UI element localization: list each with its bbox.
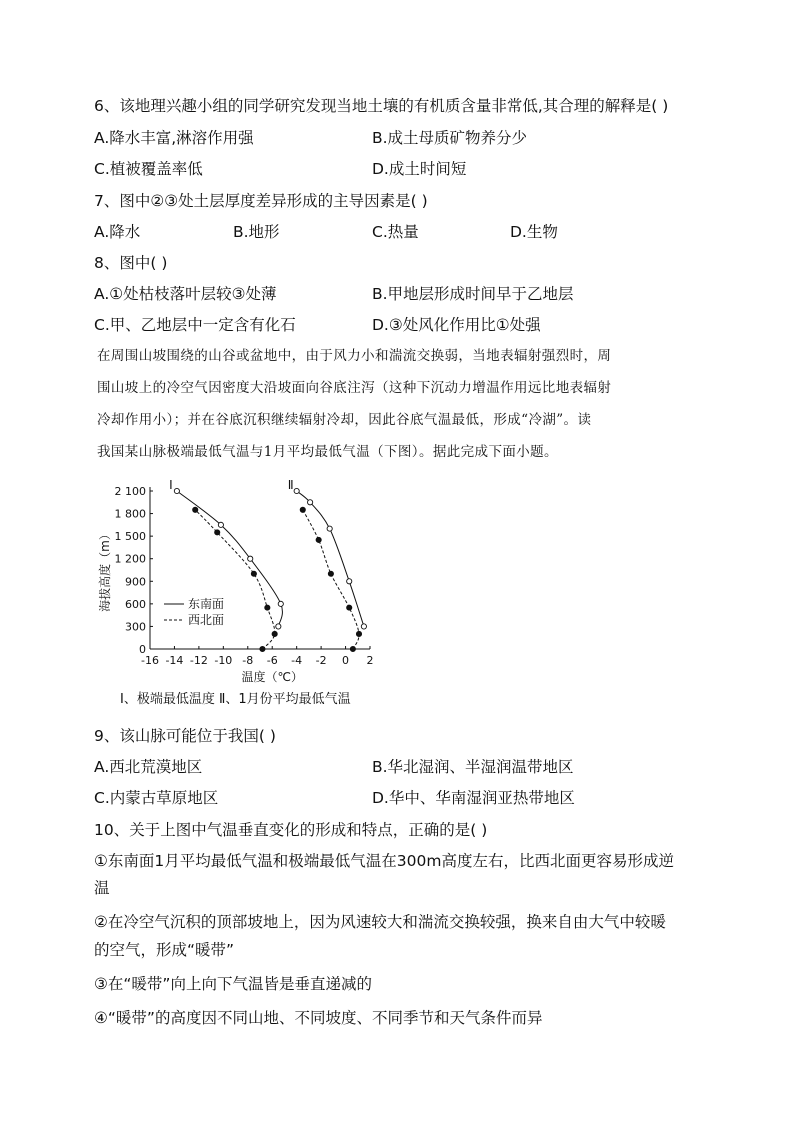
q7-stem: 7、图中②③处土层厚度差异形成的主导因素是( ) xyxy=(94,192,428,210)
q8-option-c: C.甲、乙地层中一定含有化石 xyxy=(94,316,296,334)
x-tick-label: -16 xyxy=(141,654,159,667)
q6-stem: 6、该地理兴趣小组的同学研究发现当地土壤的有机质含量非常低,其合理的解释是( ) xyxy=(94,97,669,115)
x-tick-label: -10 xyxy=(214,654,233,667)
passage-line: 冷却作用小）；并在谷底沉积继续辐射冷却，因此谷底气温最低，形成“冷湖”。读 xyxy=(97,412,592,428)
y-tick-label: 1 800 xyxy=(114,507,146,521)
data-point xyxy=(265,605,270,610)
x-tick-label: -8 xyxy=(242,654,254,667)
passage-line: 我国某山脉极端最低气温与1月平均最低气温（下图）。据此完成下面小题。 xyxy=(97,444,558,460)
q10-statement-1-cont: 温 xyxy=(94,879,110,897)
data-point xyxy=(347,605,352,610)
data-point xyxy=(272,631,277,636)
y-axis-label: 海拔高度（m） xyxy=(98,528,112,612)
q8-option-a: A.①处枯枝落叶层较③处薄 xyxy=(94,285,277,303)
data-point xyxy=(174,488,179,493)
data-point xyxy=(350,646,355,651)
x-tick-label: -6 xyxy=(266,654,278,667)
data-point xyxy=(215,530,220,535)
legend-label: 东南面 xyxy=(188,597,225,611)
data-point xyxy=(316,537,321,542)
series-line xyxy=(195,510,275,649)
data-point xyxy=(276,624,281,629)
q10-statement-1: ①东南面1月平均最低气温和极端最低气温在300m高度左右，比西北面更容易形成逆 xyxy=(94,852,674,870)
q7-option-d: D.生物 xyxy=(510,223,558,241)
q7-option-a: A.降水 xyxy=(94,223,141,241)
passage-line: 围山坡上的冷空气因密度大沿坡面向谷底注泻（这种下沉动力增温作用远比地表辐射 xyxy=(97,380,612,396)
q7-option-b: B.地形 xyxy=(233,223,280,241)
x-tick-label: -2 xyxy=(315,654,327,667)
data-point xyxy=(248,556,253,561)
q8-option-b: B.甲地层形成时间早于乙地层 xyxy=(372,285,574,303)
data-point xyxy=(294,488,299,493)
q6-option-b: B.成土母质矿物养分少 xyxy=(372,129,528,147)
q9-option-c: C.内蒙古草原地区 xyxy=(94,789,219,807)
q9-option-d: D.华中、华南湿润亚热带地区 xyxy=(372,789,575,807)
q8-option-d: D.③处风化作用比①处强 xyxy=(372,316,541,334)
y-tick-label: 1 500 xyxy=(114,530,146,544)
temperature-altitude-chart xyxy=(95,472,395,687)
x-tick-label: 2 xyxy=(366,654,374,667)
y-tick-label: 1 200 xyxy=(114,552,146,566)
data-point xyxy=(327,526,332,531)
panel-label: Ⅱ xyxy=(287,478,294,492)
data-point xyxy=(361,624,366,629)
passage-line: 在周围山坡围绕的山谷或盆地中，由于风力小和湍流交换弱，当地表辐射强烈时，周 xyxy=(97,348,612,364)
data-point xyxy=(278,601,283,606)
x-tick-label: -4 xyxy=(291,654,303,667)
x-axis-label: 温度（℃） xyxy=(241,670,303,684)
q10-statement-4: ④“暖带”的高度因不同山地、不同坡度、不同季节和天气条件而异 xyxy=(94,1009,543,1027)
q10-statement-3: ③在“暖带”向上向下气温皆是垂直递减的 xyxy=(94,975,372,993)
reading-passage xyxy=(97,340,697,468)
data-point xyxy=(300,507,305,512)
data-point xyxy=(251,571,256,576)
q6-option-d: D.成土时间短 xyxy=(372,160,467,178)
chart-caption: Ⅰ、极端最低温度 Ⅱ、1月份平均最低气温 xyxy=(120,692,351,707)
x-tick-label: 0 xyxy=(342,654,350,667)
q6-option-a: A.降水丰富,淋溶作用强 xyxy=(94,129,254,147)
q10-statement-2: ②在冷空气沉积的顶部坡地上，因为风速较大和湍流交换较强，换来自由大气中较暖 xyxy=(94,913,666,931)
x-tick-label: -12 xyxy=(189,654,208,667)
data-point xyxy=(347,579,352,584)
data-point xyxy=(328,571,333,576)
data-point xyxy=(260,646,265,651)
q10-stem: 10、关于上图中气温垂直变化的形成和特点，正确的是( ) xyxy=(94,821,488,839)
q9-option-b: B.华北湿润、半湿润温带地区 xyxy=(372,758,574,776)
x-tick-label: -14 xyxy=(165,654,184,667)
y-tick-label: 2 100 xyxy=(114,485,146,498)
y-tick-label: 900 xyxy=(125,575,146,589)
q8-stem: 8、图中( ) xyxy=(94,254,168,272)
y-tick-label: 0 xyxy=(139,643,146,656)
series-line xyxy=(297,491,364,626)
data-point xyxy=(308,500,313,505)
panel-label: Ⅰ xyxy=(169,478,173,492)
y-tick-label: 300 xyxy=(125,620,146,634)
data-point xyxy=(356,631,361,636)
legend-label: 西北面 xyxy=(188,613,225,627)
q9-option-a: A.西北荒漠地区 xyxy=(94,758,203,776)
data-point xyxy=(193,507,198,512)
q6-option-c: C.植被覆盖率低 xyxy=(94,160,203,178)
data-point xyxy=(218,522,223,527)
q10-statement-2-cont: 的空气，形成“暖带” xyxy=(94,941,235,959)
q7-option-c: C.热量 xyxy=(372,223,419,241)
q9-stem: 9、该山脉可能位于我国( ) xyxy=(94,727,276,745)
y-tick-label: 600 xyxy=(125,597,146,611)
